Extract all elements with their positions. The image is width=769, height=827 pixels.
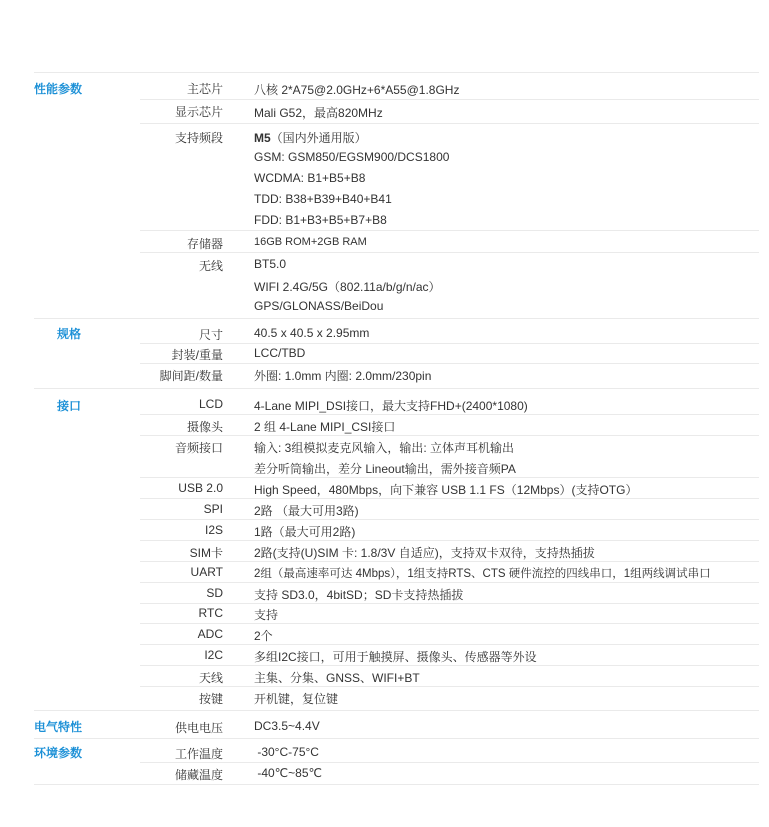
row-value-i2c: 多组I2C接口，可用于触摸屏、摄像头、传感器等外设 [254, 650, 537, 664]
row-value-sim: 2路(支持(U)SIM 卡: 1.8/3V 自适应)，支持双卡双待，支持热插拔 [254, 546, 595, 560]
section-title-performance: 性能参数 [34, 82, 83, 96]
row-value-storage: 16GB ROM+2GB RAM [254, 236, 367, 248]
row-label-main-chip: 主芯片 [186, 82, 223, 96]
row-label-adc: ADC [197, 627, 223, 641]
row-label-spi: SPI [203, 502, 223, 516]
divider [140, 230, 759, 231]
row-value-lcd: 4-Lane MIPI_DSI接口，最大支持FHD+(2400*1080) [254, 399, 528, 413]
divider [34, 388, 759, 389]
divider [140, 762, 759, 763]
row-label-uart: UART [190, 565, 223, 579]
row-value-wcdma: WCDMA: B1+B5+B8 [254, 171, 366, 185]
divider [34, 72, 759, 73]
row-label-rtc: RTC [198, 606, 223, 620]
row-value-audio-output: 差分听筒输出，差分 Lineout输出，需外接音频PA [254, 462, 516, 476]
row-value-uart: 2组（最高速率可达 4Mbps），1组支持RTS、CTS 硬件流控的四线串口，1组两线调试串口 [254, 568, 711, 580]
row-label-gpu: 显示芯片 [174, 105, 223, 119]
row-value-package: LCC/TBD [254, 346, 306, 360]
divider [140, 644, 759, 645]
row-value-usb: High Speed，480Mbps，向下兼容 USB 1.1 FS（12Mbps）(支持OTG） [254, 483, 638, 497]
divider [34, 738, 759, 739]
row-value-spi: 2路 （最大可用3路) [254, 504, 359, 518]
row-label-pin-pitch: 脚间距/数量 [159, 369, 223, 383]
row-value-wifi: WIFI 2.4G/5G（802.11a/b/g/n/ac） [254, 280, 441, 294]
divider [140, 123, 759, 124]
divider [34, 784, 759, 785]
row-value-bt: BT5.0 [254, 257, 287, 271]
section-title-interfaces: 接口 [57, 399, 82, 413]
row-value-storage-temp: -40℃~85℃ [254, 766, 322, 780]
section-title-electrical: 电气特性 [34, 720, 83, 734]
row-value-fdd: FDD: B1+B3+B5+B7+B8 [254, 213, 387, 227]
row-label-camera: 摄像头 [186, 420, 223, 434]
row-label-storage-temp: 储藏温度 [174, 768, 223, 782]
divider [140, 603, 759, 604]
row-value-i2s: 1路（最大可用2路) [254, 525, 356, 539]
divider [34, 318, 759, 319]
row-value-antenna: 主集、分集、GNSS、WIFI+BT [254, 671, 420, 685]
row-label-sim: SIM卡 [189, 546, 223, 560]
divider [140, 623, 759, 624]
divider [140, 252, 759, 253]
divider [140, 435, 759, 436]
divider [140, 686, 759, 687]
row-label-storage: 存储器 [186, 237, 223, 251]
section-title-environment: 环境参数 [34, 746, 83, 760]
divider [140, 519, 759, 520]
row-value-supply-voltage: DC3.5~4.4V [254, 719, 320, 733]
row-value-adc: 2个 [254, 629, 273, 643]
row-value-operating-temp: -30°C-75°C [254, 745, 319, 759]
band-name: M5 [254, 131, 271, 145]
divider [140, 477, 759, 478]
row-label-operating-temp: 工作温度 [174, 747, 223, 761]
row-value-camera: 2 组 4-Lane MIPI_CSI接口 [254, 420, 396, 434]
row-label-bands: 支持频段 [174, 131, 223, 145]
divider [140, 561, 759, 562]
divider [34, 710, 759, 711]
row-value-gnss: GPS/GLONASS/BeiDou [254, 299, 384, 313]
row-label-i2c: I2C [204, 648, 223, 662]
row-label-sd: SD [206, 586, 223, 600]
row-value-pin-pitch: 外圈: 1.0mm 内圈: 2.0mm/230pin [254, 369, 432, 383]
divider [140, 540, 759, 541]
row-value-band-version [254, 129, 367, 146]
divider [140, 665, 759, 666]
row-value-tdd: TDD: B38+B39+B40+B41 [254, 192, 392, 206]
divider [140, 363, 759, 364]
divider [140, 343, 759, 344]
divider [140, 99, 759, 100]
row-label-size: 尺寸 [198, 328, 223, 342]
row-label-antenna: 天线 [198, 671, 223, 685]
row-label-audio: 音频接口 [174, 441, 223, 455]
row-value-rtc: 支持 [254, 608, 279, 622]
row-value-sd: 支持 SD3.0，4bitSD；SD卡支持热插拔 [254, 588, 464, 602]
row-label-lcd: LCD [198, 397, 223, 411]
row-value-gsm: GSM: GSM850/EGSM900/DCS1800 [254, 150, 450, 164]
row-value-gpu: Mali G52，最高820MHz [254, 106, 383, 120]
row-label-i2s: I2S [204, 523, 223, 537]
section-title-specs: 规格 [57, 327, 82, 341]
row-value-size: 40.5 x 40.5 x 2.95mm [254, 326, 370, 340]
row-value-audio-input: 输入: 3组模拟麦克风输入，输出: 立体声耳机输出 [254, 441, 515, 455]
row-label-package: 封装/重量 [171, 348, 223, 362]
row-label-usb: USB 2.0 [178, 481, 223, 495]
row-label-supply-voltage: 供电电压 [174, 721, 223, 735]
row-label-keys: 按键 [198, 692, 223, 706]
divider [140, 582, 759, 583]
row-value-main-chip: 八核 2*A75@2.0GHz+6*A55@1.8GHz [254, 83, 460, 97]
divider [140, 498, 759, 499]
row-label-wireless: 无线 [198, 259, 223, 273]
divider [140, 414, 759, 415]
row-value-keys: 开机键，复位键 [254, 692, 339, 706]
band-note: （国内外通用版） [270, 131, 367, 145]
